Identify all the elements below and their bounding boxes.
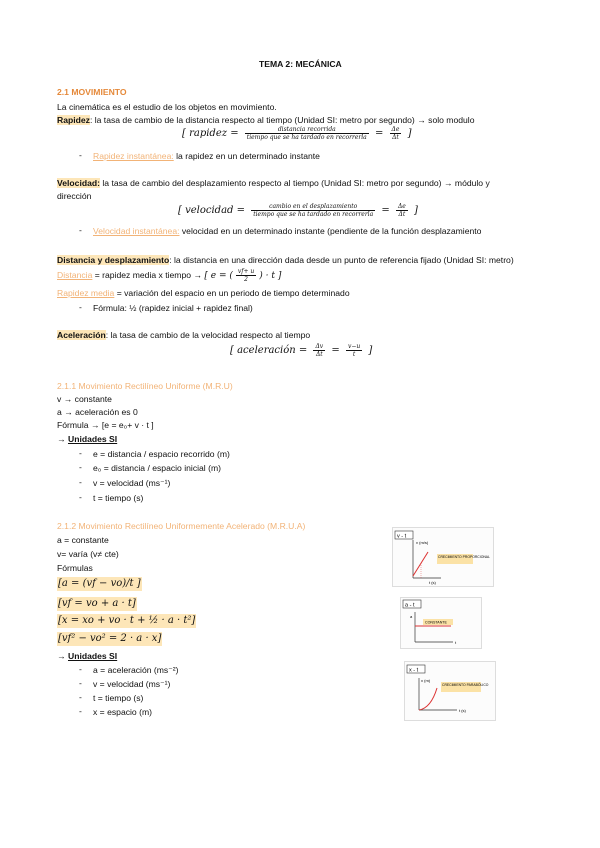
section-heading: 2.1 MOVIMIENTO	[57, 87, 127, 97]
at-tag: a - t	[405, 602, 415, 609]
xt-graph-svg	[405, 662, 495, 720]
bullet-dash: -	[79, 448, 82, 458]
velocidad-line-2: dirección	[57, 191, 92, 201]
mrua-formula-1: [a = (vf − vo)/t ]	[58, 578, 141, 589]
mrua-unit-item: t = tiempo (s)	[93, 693, 144, 703]
mrua-unit-item: v = velocidad (ms⁻¹)	[93, 679, 171, 689]
velocidad-fraction-2: $\frac{\Delta e}{\Delta t}$	[397, 203, 406, 218]
bullet-dash: -	[79, 664, 82, 674]
xt-ylabel: x (m)	[421, 678, 431, 683]
distancia-line: Distancia y desplazamiento: la distancia en una dirección dada desde un punto de referencia fijado (Unidad SI: metro)	[57, 255, 514, 265]
bullet-dash: -	[79, 678, 82, 688]
xt-tag: x - t	[409, 667, 419, 674]
rapidez-formula: [ rapidez = $\frac{\text{distancia recorrida}}{\text{tiempo que se ha tardado en recorrerla}}$ = $\frac{\Delta e}{\Delta t}$ ]	[182, 126, 412, 141]
at-graph-svg	[401, 598, 481, 648]
document-title: TEMA 2: MECÁNICA	[259, 59, 342, 69]
vt-xlabel: t (s)	[429, 580, 436, 585]
rapidez-instantanea: Rapidez instantánea: la rapidez en un determinado instante	[93, 151, 320, 161]
bullet-dash: -	[79, 302, 82, 312]
xt-label: CRECIMIENTO PARABÓLICO	[442, 683, 489, 687]
mru-units-heading: → Unidades SI	[57, 434, 118, 444]
mrua-units-heading: → Unidades SI	[57, 651, 118, 661]
mru-line-2: a → aceleración es 0	[57, 407, 138, 417]
bullet-dash: -	[79, 225, 82, 235]
rapidez-line	[57, 114, 475, 126]
vt-graph	[392, 527, 494, 587]
mrua-line-3: Fórmulas	[57, 563, 93, 573]
vt-tag: v - t	[397, 533, 407, 540]
distancia-formula-line: Distancia = rapidez media x tiempo → [ e = ( $\frac{vf+ u}{2}$ ) · t ]	[57, 268, 282, 283]
mrua-heading: 2.1.2 Movimiento Rectilíneo Uniformemente Acelerado (M.R.U.A)	[57, 521, 306, 531]
at-ylabel: a	[410, 614, 413, 619]
mru-unit-item: t = tiempo (s)	[93, 493, 144, 503]
vt-line	[413, 552, 428, 576]
velocidad-line: Velocidad: la tasa de cambio del desplazamiento respecto al tiempo (Unidad SI: metro por segundo) → módulo y	[57, 178, 490, 188]
xt-xlabel: t (s)	[459, 708, 466, 713]
at-graph	[400, 597, 482, 649]
xt-curve	[419, 688, 437, 710]
bullet-dash: -	[79, 477, 82, 487]
rapidez-fraction-2: $\frac{\Delta e}{\Delta t}$	[391, 126, 400, 141]
bullet-dash: -	[79, 692, 82, 702]
mrua-unit-item: x = espacio (m)	[93, 707, 152, 717]
mrua-line-1: a = constante	[57, 535, 109, 545]
rapidez-lhs: rapidez	[189, 128, 228, 139]
rapidez-media-line: Rapidez media = variación del espacio en un periodo de tiempo determinado	[57, 288, 350, 298]
rapidez-fraction: $\frac{\text{distancia recorrida}}{\text{tiempo que se ha tardado en recorrerla}}$	[246, 126, 367, 141]
intro-text: La cinemática es el estudio de los objetos en movimiento.	[57, 102, 277, 112]
aceleracion-formula: [ aceleración = $\frac{\Delta v}{\Delta t}$ = $\frac{v-u}{t}$ ]	[230, 343, 373, 358]
mrua-formula-2: [vf = vo + a · t]	[58, 598, 136, 609]
mrua-formula-4: [vf² − vo² = 2 · a · x]	[58, 633, 162, 644]
vt-graph-svg	[393, 528, 493, 586]
mru-unit-item: v = velocidad (ms⁻¹)	[93, 478, 171, 488]
velocidad-instantanea: Velocidad instantánea: velocidad en un determinado instante (pendiente de la función desplazamiento	[93, 226, 482, 236]
bullet-dash: -	[79, 492, 82, 502]
rapidez-term: Rapidez	[57, 115, 90, 125]
vt-label: CRECIMIENTO PROPORCIONAL	[438, 555, 490, 559]
vt-ylabel: v (m/s)	[416, 540, 429, 545]
bullet-dash: -	[79, 462, 82, 472]
rapidez-def: : la tasa de cambio de la distancia respecto al tiempo (Unidad SI: metro por segundo) → solo modulo	[89, 115, 475, 125]
bullet-dash: -	[79, 706, 82, 716]
mrua-line-2: v= varía (v≠ cte)	[57, 549, 119, 559]
at-xlabel: t	[455, 640, 457, 645]
mrua-formula-3: [x = xo + vo · t + ½ · a · t²]	[58, 615, 196, 626]
xt-graph	[404, 661, 496, 721]
velocidad-fraction: $\frac{\text{cambio en el desplazamiento}}{\text{tiempo que se ha tardado en recorrerla}}$	[253, 203, 374, 218]
mru-line-3: Fórmula → [e = e₀+ v · t ]	[57, 420, 154, 430]
mru-line-1: v → constante	[57, 394, 112, 404]
mrua-unit-item: a = aceleración (ms⁻²)	[93, 665, 179, 675]
velocidad-formula: [ velocidad = $\frac{\text{cambio en el desplazamiento}}{\text{tiempo que se ha tardado en recorrerla}}$ = $\frac{\Delta e}{\Delta t}$ ]	[178, 203, 418, 218]
mru-unit-item: e₀ = distancia / espacio inicial (m)	[93, 463, 221, 473]
at-label: CONSTANTE	[425, 620, 447, 625]
bullet-dash: -	[79, 150, 82, 160]
mru-heading: 2.1.1 Movimiento Rectilíneo Uniforme (M.R.U)	[57, 381, 233, 391]
mru-unit-item: e = distancia / espacio recorrido (m)	[93, 449, 230, 459]
velocidad-term: Velocidad:	[57, 178, 100, 188]
aceleracion-line: Aceleración: la tasa de cambio de la velocidad respecto al tiempo	[57, 330, 311, 340]
formula-rapidez-media: Fórmula: ½ (rapidez inicial + rapidez final)	[93, 303, 253, 313]
